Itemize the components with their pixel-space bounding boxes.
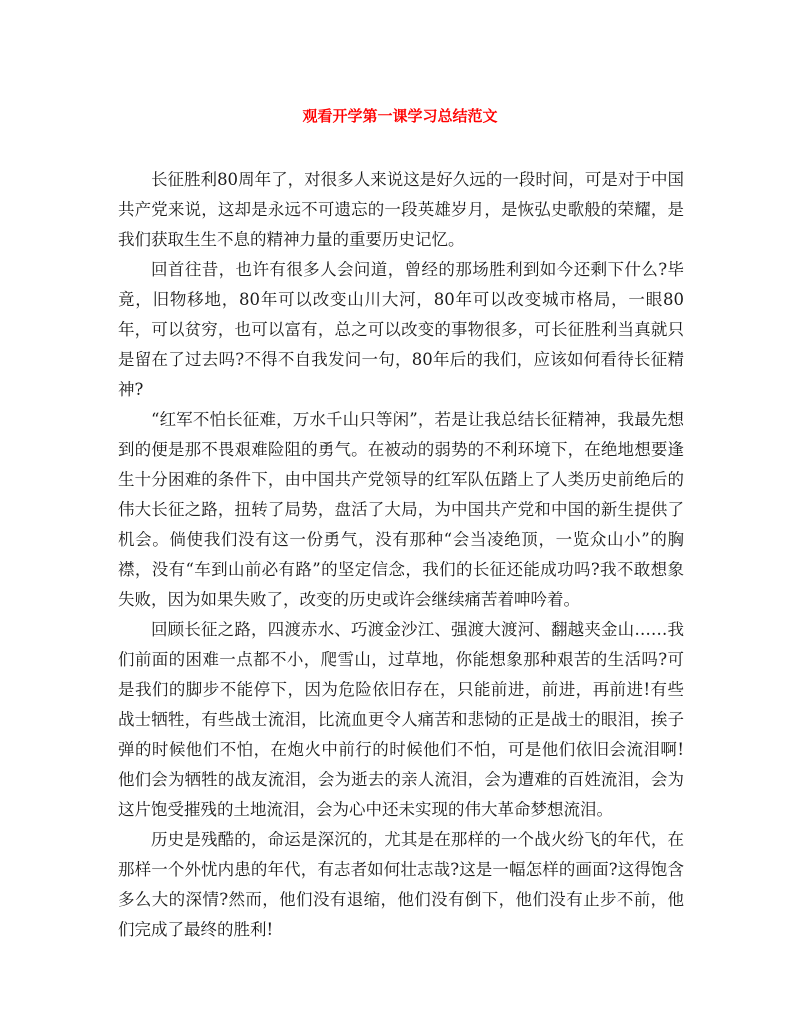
paragraph-1: 长征胜利80周年了，对很多人来说这是好久远的一段时间，可是对于中国共产党来说，这却是永远不可遗忘的一段英雄岁月，是恢弘史歌般的荣耀，是我们获取生生不息的精神力量的重要历史记忆。 xyxy=(118,170,684,249)
document-body xyxy=(118,165,684,945)
paragraph-5: 历史是残酷的，命运是深沉的，尤其是在那样的一个战火纷飞的年代，在那样一个外忧内患的年代，有志者如何壮志哉?这是一幅怎样的画面?这得饱含多么大的深情?然而，他们没有退缩，他们没有倒下，他们没有止步不前，他们完成了最终的胜利! xyxy=(118,830,684,939)
document-title: 观看开学第一课学习总结范文 xyxy=(302,107,498,125)
paragraph-2: 回首往昔，也许有很多人会问道，曾经的那场胜利到如今还剩下什么?毕竟，旧物移地，80年可以改变山川大河，80年可以改变城市格局，一眼80年，可以贫穷，也可以富有，总之可以改变的事物很多，可长征胜利当真就只是留在了过去吗?不得不自我发问一句，80年后的我们，应该如何看待长征精神? xyxy=(118,260,684,399)
paragraph-4: 回顾长征之路，四渡赤水、巧渡金沙江、强渡大渡河、翻越夹金山……我们前面的困难一点都不小，爬雪山，过草地，你能想象那种艰苦的生活吗?可是我们的脚步不能停下，因为危险依旧存在，只能前进，前进，再前进!有些战士牺牲，有些战士流泪，比流血更令人痛苦和悲恸的正是战士的眼泪，挨子弹的时候他们不怕，在炮火中前行的时候他们不怕，可是他们依旧会流泪啊!他们会为牺牲的战友流泪，会为逝去的亲人流泪，会为遭难的百姓流泪，会为这片饱受摧残的土地流泪，会为心中还未实现的伟大革命梦想流泪。 xyxy=(118,620,684,819)
paragraph-3: “红军不怕长征难，万水千山只等闲”，若是让我总结长征精神，我最先想到的便是那不畏艰难险阻的勇气。在被动的弱势的不利环境下，在绝地想要逢生十分困难的条件下，由中国共产党领导的红军队伍踏上了人类历史前绝后的伟大长征之路，扭转了局势，盘活了大局，为中国共产党和中国的新生提供了机会。倘使我们没有这一份勇气，没有那种“会当凌绝顶，一览众山小”的胸襟，没有“车到山前必有路”的坚定信念，我们的长征还能成功吗?我不敢想象失败，因为如果失败了，改变的历史或许会继续痛苦着呻吟着。 xyxy=(118,410,684,609)
